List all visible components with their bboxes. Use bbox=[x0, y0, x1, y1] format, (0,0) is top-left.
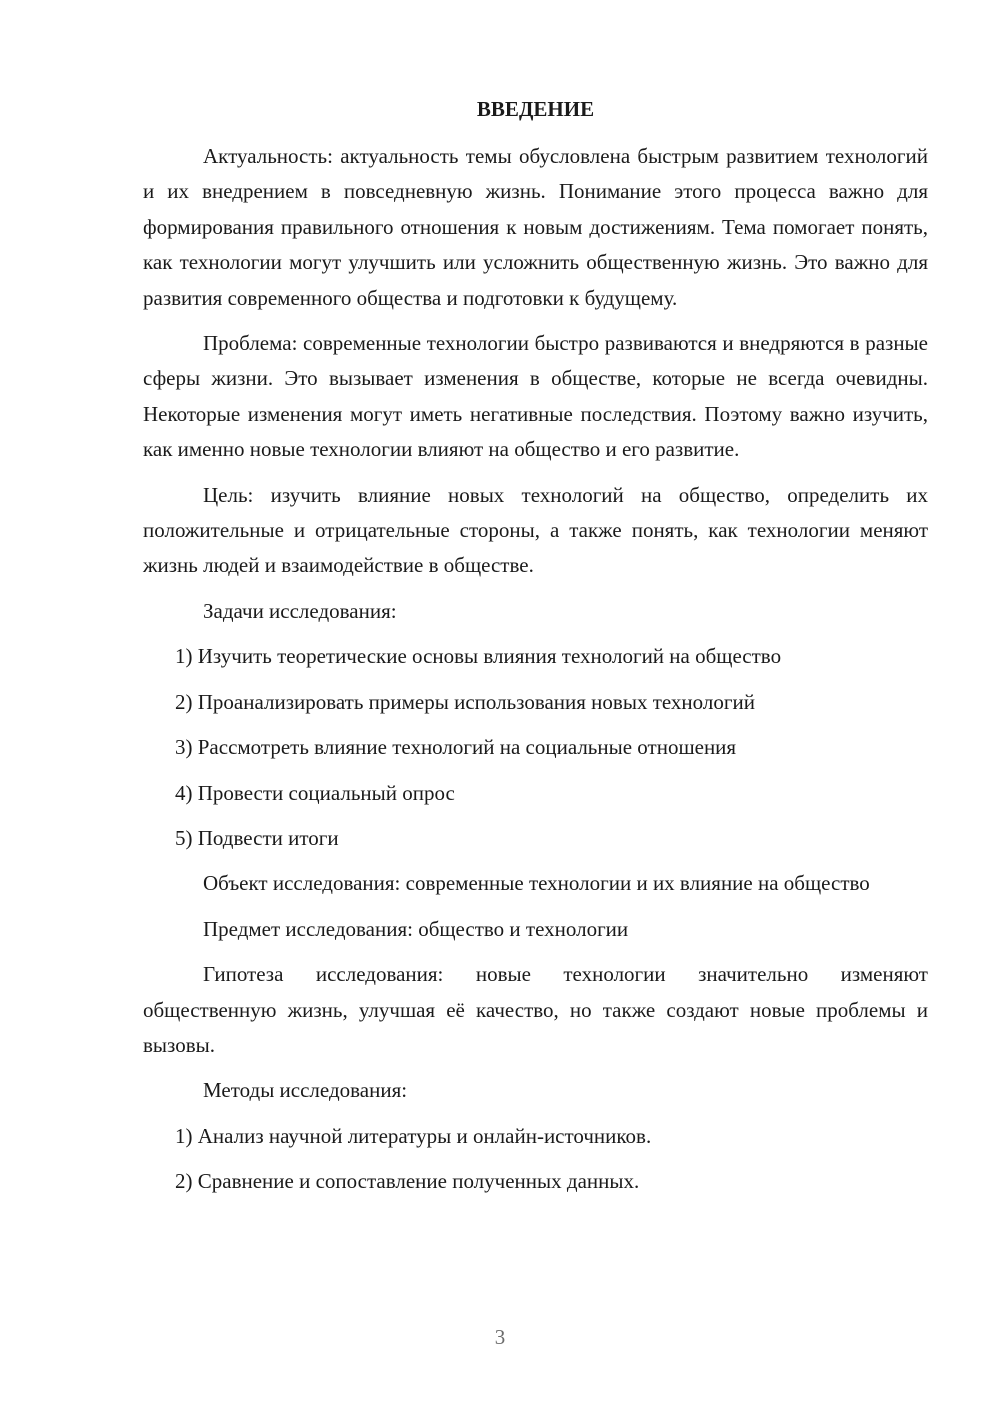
problem-paragraph: Проблема: современные технологии быстро развиваются и внедряются в разные сферы жизни. Это вызывает изменения в обществе, которые не всегда очевидны. Некоторые изменения могут иметь негативные последствия. Поэтому важно изучить, как именно новые технологии влияют на общество и его развитие. bbox=[143, 331, 928, 462]
task-item: 3) Рассмотреть влияние технологий на социальные отношения bbox=[175, 735, 737, 760]
subject-paragraph: Предмет исследования: общество и технологии bbox=[203, 916, 629, 941]
method-item: 1) Анализ научной литературы и онлайн-источников. bbox=[175, 1123, 652, 1148]
document-page bbox=[143, 92, 928, 1210]
hypothesis-paragraph: Гипотеза исследования: новые технологии значительно изменяют общественную жизнь, улучшая её качество, но также создают новые проблемы и вызовы. bbox=[143, 962, 928, 1057]
methods-heading: Методы исследования: bbox=[203, 1078, 408, 1103]
tasks-heading: Задачи исследования: bbox=[203, 598, 397, 623]
page-number: 3 bbox=[494, 1325, 506, 1349]
method-item: 2) Сравнение и сопоставление полученных данных. bbox=[175, 1169, 640, 1194]
task-item: 4) Провести социальный опрос bbox=[175, 780, 455, 805]
task-item: 2) Проанализировать примеры использования новых технологий bbox=[175, 689, 755, 714]
relevance-paragraph: Актуальность: актуальность темы обусловлена быстрым развитием технологий и их внедрением в повседневную жизнь. Понимание этого процесса важно для формирования правильного отношения к новым достижениям. Тема помогает понять, как технологии могут улучшить или усложнить общественную жизнь. Это важно для развития современного общества и подготовки к будущему. bbox=[143, 144, 928, 310]
section-heading: ВВЕДЕНИЕ bbox=[476, 97, 595, 121]
goal-paragraph: Цель: изучить влияние новых технологий на общество, определить их положительные и отрицательные стороны, а также понять, как технологии меняют жизнь людей и взаимодействие в обществе. bbox=[143, 482, 928, 578]
task-item: 5) Подвести итоги bbox=[175, 825, 339, 850]
object-paragraph: Объект исследования: современные технологии и их влияние на общество bbox=[203, 871, 870, 896]
task-item: 1) Изучить теоретические основы влияния технологий на общество bbox=[175, 644, 782, 669]
